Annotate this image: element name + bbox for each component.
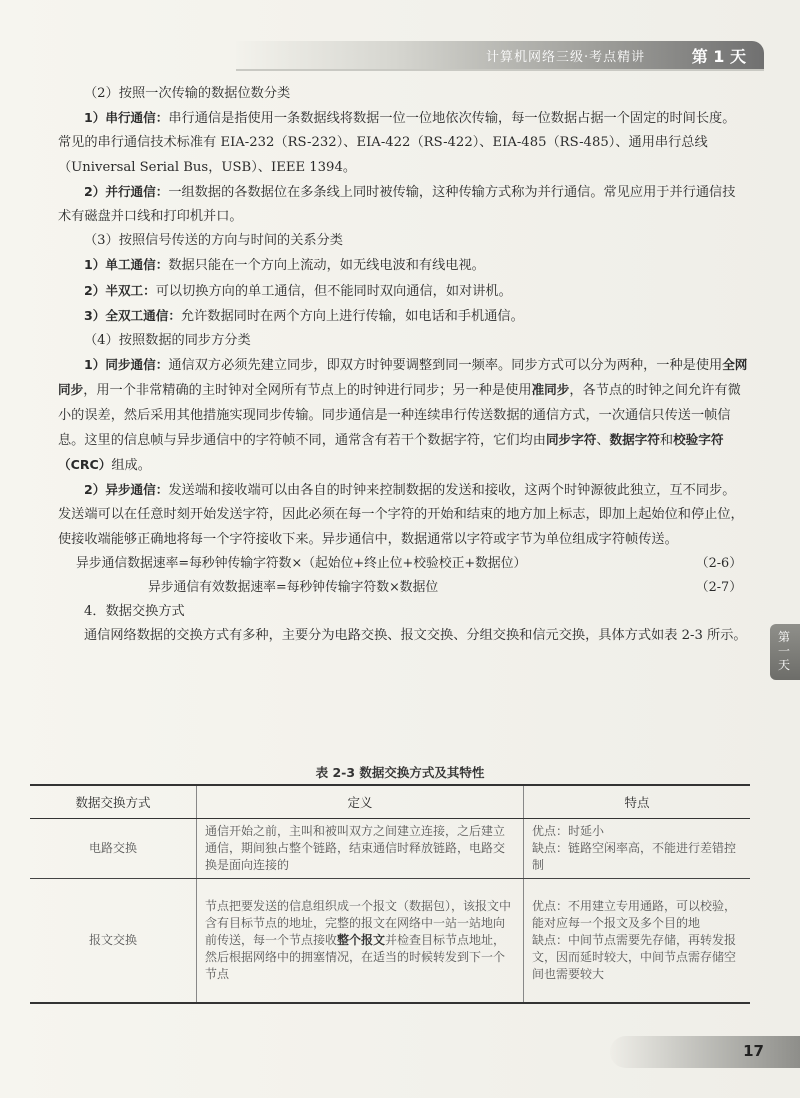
text-sync-a: 通信双方必须先建立同步，即双方时钟要调整到同一频率。同步方式可以分为两种，一种是使用 xyxy=(168,358,723,374)
table-caption: 表 2-3 数据交换方式及其特性 xyxy=(315,765,485,780)
text-full-duplex: 允许数据同时在两个方向上进行传输，如电话和手机通信。 xyxy=(180,308,524,324)
term-data-char: 数据字符 xyxy=(609,431,660,447)
table-cell-method: 电路交换 xyxy=(30,819,197,879)
table-cell-method: 报文交换 xyxy=(30,879,197,1003)
header-day-label: 第 1 天 xyxy=(691,47,746,66)
formula-2-7 xyxy=(58,576,748,600)
term-half-duplex: 2）半双工： xyxy=(84,282,156,298)
table-row xyxy=(30,879,750,1003)
formula-2-7-number: （2-7） xyxy=(695,579,742,595)
table-row xyxy=(30,819,750,879)
chapter-side-tab-label: 第一天 xyxy=(778,630,791,672)
table-header-features: 特点 xyxy=(524,785,751,819)
page-number: 17 xyxy=(743,1042,764,1060)
heading-data-exchange: 4．数据交换方式 xyxy=(84,603,185,619)
para-parallel xyxy=(58,180,748,229)
def-term-whole-message: 整个报文 xyxy=(337,932,386,947)
header-rule xyxy=(236,69,764,71)
text-sync-e: ，各节点的时钟之间允许有微小的误差，然后采用其他措施实现同步传输。同步通信是一种连续串行传送数据的通信方式，一次通信只传送一帧信息。这里的信息帧与异步通信中的字符帧不同，通常含有若干个数据字符，它们均由 xyxy=(58,383,741,448)
body-text xyxy=(58,82,748,648)
table-cell-features: 优点：时延小 缺点：链路空闲率高，不能进行差错控制 xyxy=(524,819,751,879)
formula-2-6 xyxy=(58,552,748,576)
table-header-definition: 定义 xyxy=(197,785,524,819)
term-sync: 1）同步通信： xyxy=(84,357,169,373)
term-network-sync: 全网同步 xyxy=(58,357,748,398)
para-simplex xyxy=(58,253,748,278)
table-cell-definition xyxy=(197,879,524,1003)
para-classification-direction: （3）按照信号传送的方向与时间的关系分类 xyxy=(84,233,343,249)
para-serial xyxy=(58,106,748,180)
term-parallel: 2）并行通信： xyxy=(84,183,169,199)
text-serial: 串行通信是指使用一条数据线将数据一位一位地依次传输，每一位数据占据一个固定的时间长度。常见的串行通信技术标准有 EIA-232（RS-232）、EIA-422（RS-422）、EIA-485（RS-485）、通用串行总线（Universal Serial Bus，USB）、IEEE 1394。 xyxy=(58,111,736,175)
term-simplex: 1）单工通信： xyxy=(84,257,169,273)
table-header-row xyxy=(30,785,750,819)
header-section-title: 计算机网络三级·考点精讲 xyxy=(486,50,646,65)
text-parallel: 一组数据的各数据位在多条线上同时被传输，这种传输方式称为并行通信。常见应用于并行通信技术有磁盘并口线和打印机并口。 xyxy=(58,184,736,225)
formula-2-6-number: （2-6） xyxy=(695,555,742,571)
para-exchange-intro: 通信网络数据的交换方式有多种，主要分为电路交换、报文交换、分组交换和信元交换，具体方式如表 2-3 所示。 xyxy=(84,628,747,644)
text-sync-k: 组成。 xyxy=(111,458,151,474)
term-async: 2）异步通信： xyxy=(84,482,169,498)
term-full-duplex: 3）全双工通信： xyxy=(84,307,181,323)
para-half-duplex xyxy=(58,279,748,304)
formula-2-7-text: 异步通信有效数据速率=每秒钟传输字符数×数据位 xyxy=(148,579,439,595)
def-text-c: 并检查目标节点地址，然后根据网络中的拥塞情况，在适当的时候转发到下一个节点 xyxy=(205,932,506,981)
table-cell-features: 优点：不用建立专用通路，可以校验，能对应每一个报文及多个目的地 缺点：中间节点需要先存储，再转发报文，因而延时较大，中间节点需存储空间也需要较大 xyxy=(524,879,751,1003)
header-band xyxy=(236,41,764,69)
para-async xyxy=(58,478,748,552)
def-text-a: 节点把要发送的信息组织成一个报文（数据包），该报文中含有目标节点的地址，完整的报文在网络中一站一站地向前传送，每一个节点接收 xyxy=(205,898,512,947)
text-simplex: 数据只能在一个方向上流动，如无线电波和有线电视。 xyxy=(168,258,485,274)
text-sync-g: 、 xyxy=(596,432,610,448)
para-classification-bits: （2）按照一次传输的数据位数分类 xyxy=(84,86,291,101)
text-sync-c: ，用一个非常精确的主时钟对全网所有节点上的时钟进行同步；另一种是使用 xyxy=(83,383,532,399)
table-header-method: 数据交换方式 xyxy=(30,785,197,819)
text-sync-i: 和 xyxy=(659,432,674,448)
text-async: 发送端和接收端可以由各自的时钟来控制数据的发送和接收，这两个时钟源彼此独立，互不同步。发送端可以在任意时刻开始发送字符，因此必须在每一个字符的开始和结束的地方加上标志，即加上起始位和停止位，使接收端能够正确地将每一个字符接收下来。异步通信中，数据通常以字符或字节为单位组成字符帧传送。 xyxy=(58,483,744,547)
chapter-side-tab xyxy=(770,624,800,680)
exchange-table xyxy=(30,784,750,1004)
footer-page-band xyxy=(610,1036,800,1068)
term-serial: 1）串行通信： xyxy=(84,110,169,126)
para-classification-sync: （4）按照数据的同步方分类 xyxy=(84,333,251,349)
para-full-duplex xyxy=(58,304,748,329)
formula-2-6-text: 异步通信数据速率=每秒钟传输字符数×（起始位+终止位+校验校正+数据位） xyxy=(76,555,527,571)
para-sync xyxy=(58,353,748,478)
term-sync-char: 同步字符 xyxy=(545,431,597,447)
term-check-char: 校验字符（CRC） xyxy=(58,431,724,473)
text-half-duplex: 可以切换方向的单工通信，但不能同时双向通信，如对讲机。 xyxy=(155,283,512,299)
table-cell-definition: 通信开始之前，主叫和被叫双方之间建立连接，之后建立通信，期间独占整个链路，结束通信时释放链路，电路交换是面向连接的 xyxy=(197,819,524,879)
term-quasi-sync: 准同步 xyxy=(531,382,570,398)
